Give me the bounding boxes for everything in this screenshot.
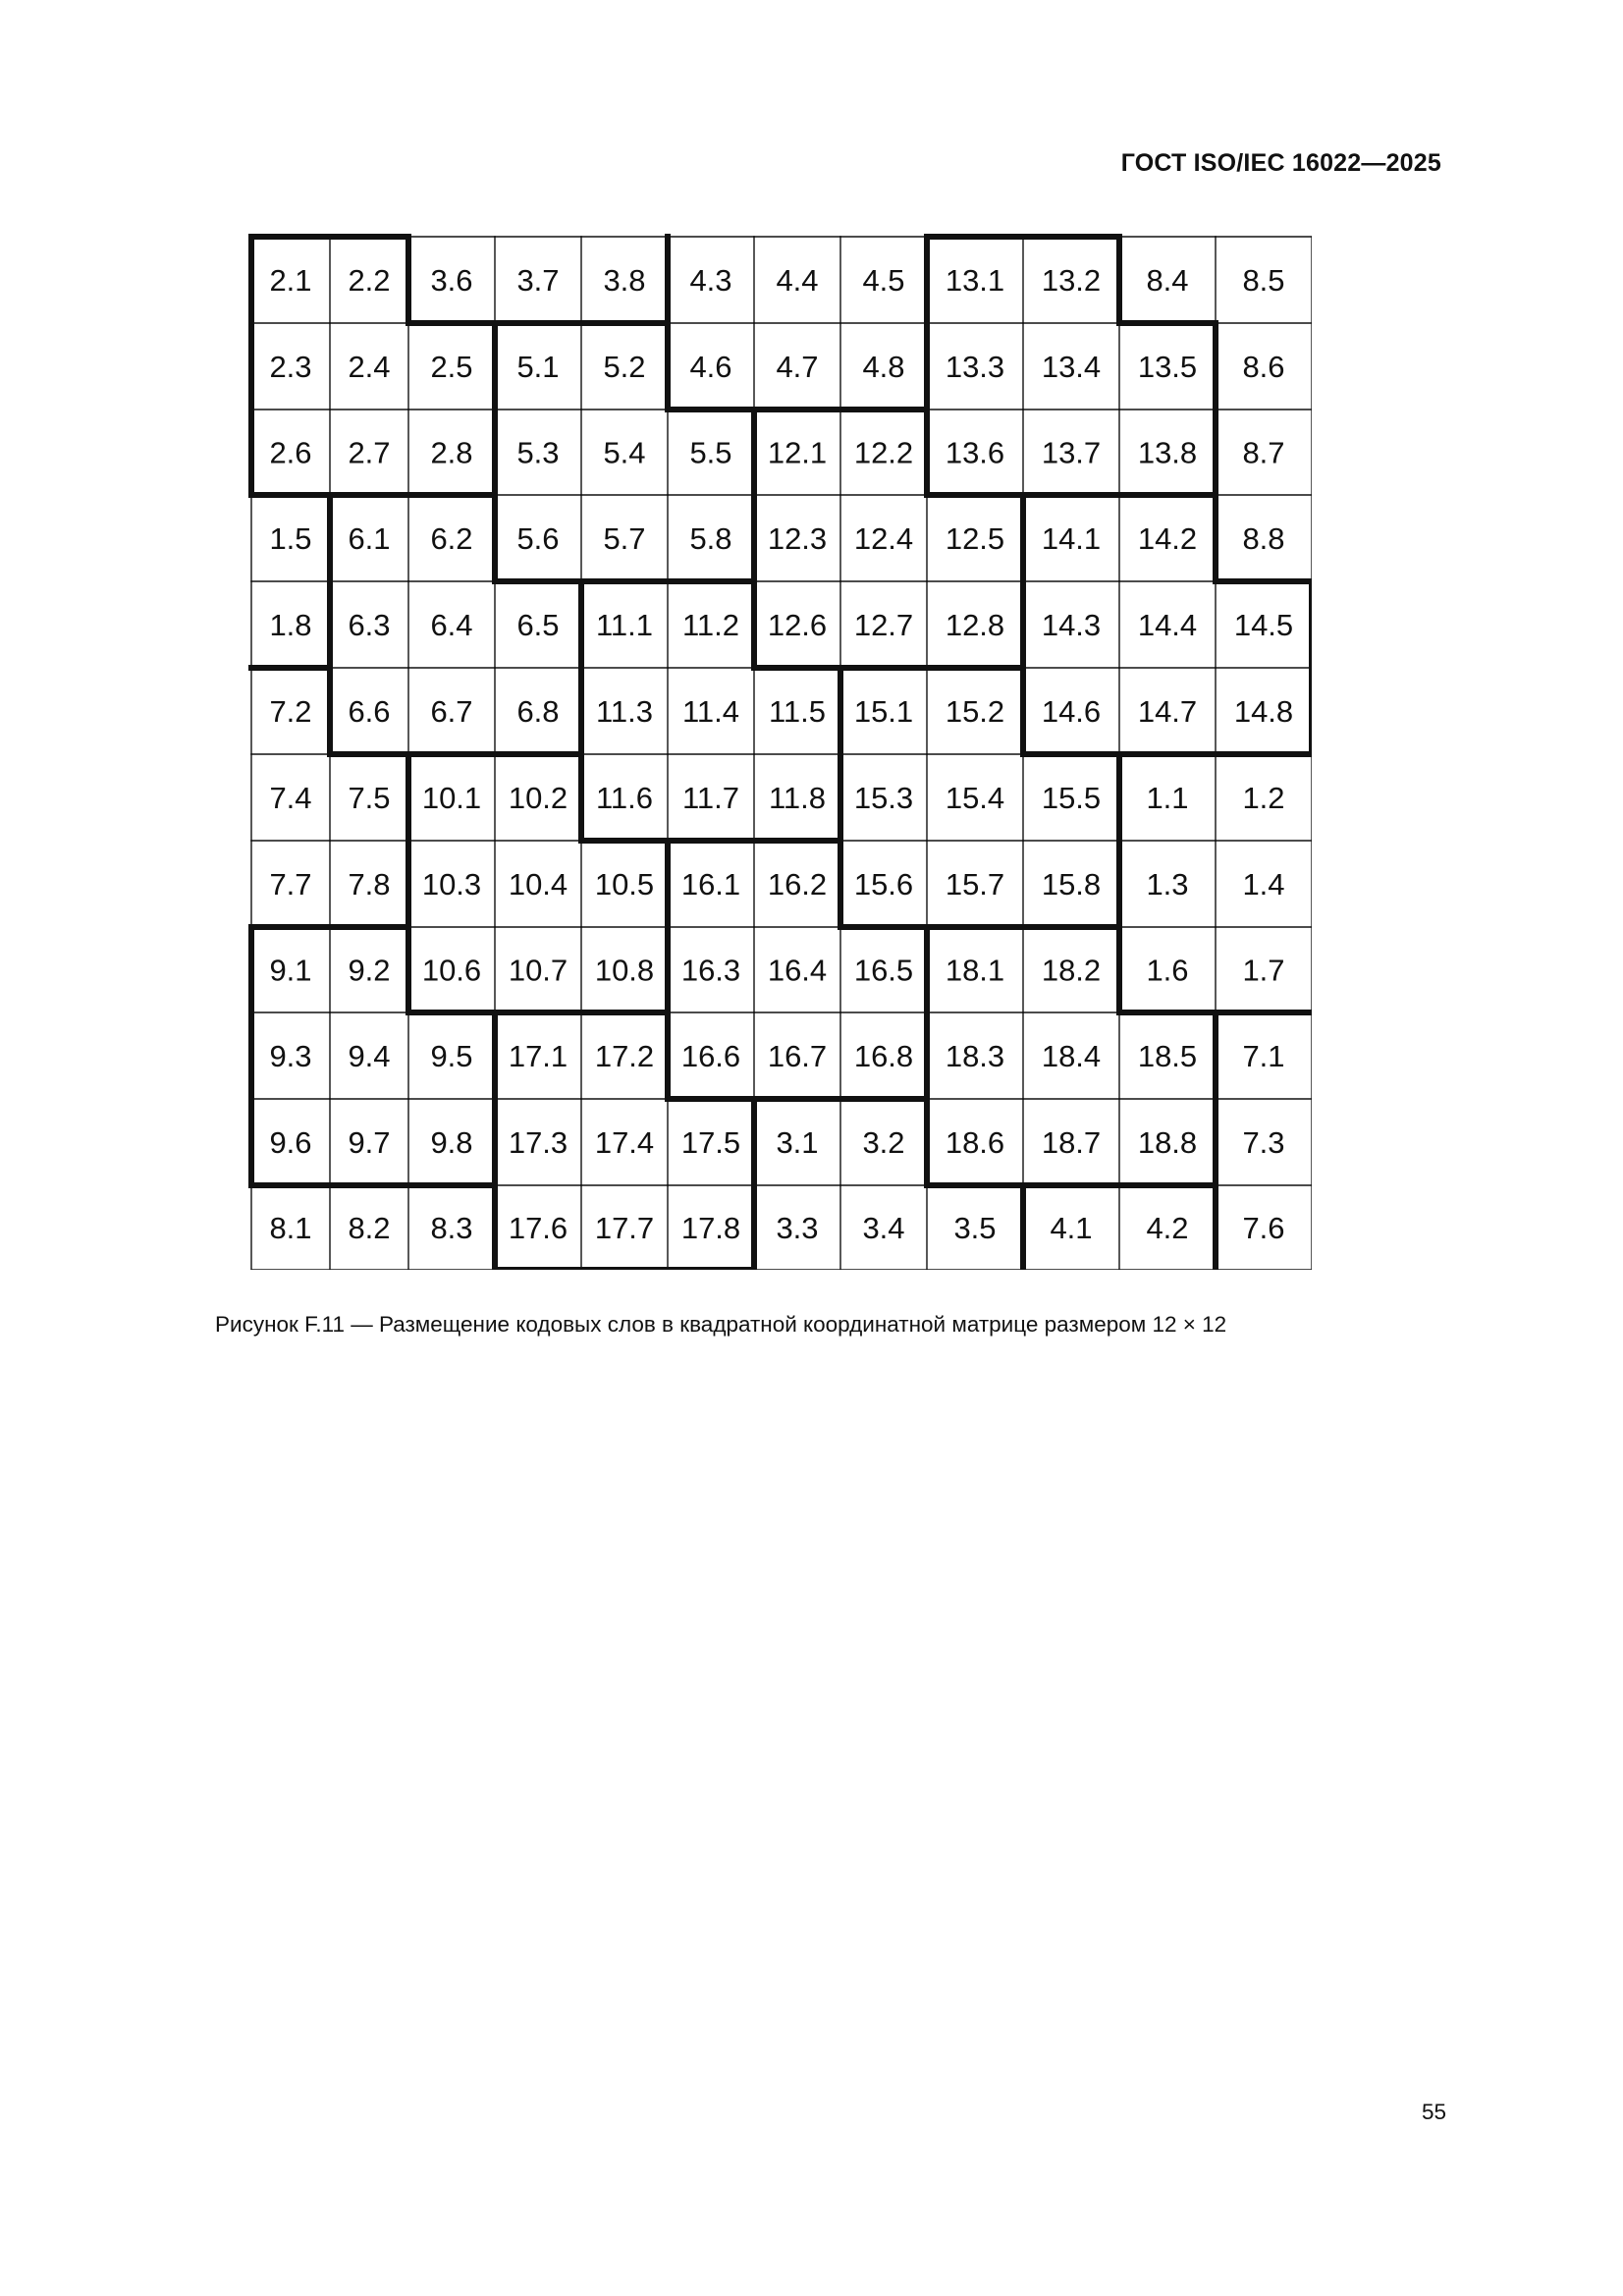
matrix-cell: 1.2 [1242, 781, 1285, 815]
page-number: 55 [1421, 2100, 1446, 2124]
matrix-cell: 18.4 [1041, 1039, 1102, 1073]
matrix-cell: 6.5 [516, 608, 560, 642]
matrix-cell: 3.2 [862, 1125, 905, 1160]
matrix-cell: 2.3 [269, 350, 312, 384]
matrix-cell: 15.6 [853, 867, 914, 902]
matrix-cell: 15.2 [945, 694, 1005, 729]
matrix-cell: 17.5 [680, 1125, 741, 1160]
matrix-cell: 13.1 [945, 263, 1005, 298]
matrix-cell: 18.8 [1137, 1125, 1198, 1160]
matrix-cell: 10.5 [594, 867, 655, 902]
matrix-cell: 7.8 [348, 867, 391, 902]
matrix-cell: 3.5 [953, 1211, 997, 1245]
matrix-cell: 2.6 [269, 435, 312, 470]
matrix-cell: 14.2 [1137, 521, 1198, 556]
matrix-cell: 18.6 [945, 1125, 1005, 1160]
matrix-cell: 4.6 [689, 350, 732, 384]
matrix-cell: 10.6 [421, 953, 482, 988]
matrix-cell: 10.3 [421, 867, 482, 902]
matrix-cell: 8.2 [348, 1211, 391, 1245]
matrix-cell: 7.7 [269, 867, 312, 902]
matrix-cell: 15.7 [945, 867, 1005, 902]
matrix-cell: 6.1 [348, 521, 391, 556]
matrix-cell: 7.6 [1242, 1211, 1285, 1245]
matrix-cell: 7.1 [1242, 1039, 1285, 1073]
matrix-cell: 10.8 [594, 953, 655, 988]
matrix-cell: 7.4 [269, 781, 312, 815]
matrix-cell: 2.2 [348, 263, 391, 298]
matrix-cell: 10.4 [508, 867, 568, 902]
matrix-cell: 6.7 [430, 694, 473, 729]
matrix-cell: 13.4 [1041, 350, 1102, 384]
matrix-cell: 15.5 [1041, 781, 1102, 815]
matrix-cell: 1.6 [1146, 953, 1189, 988]
matrix-cell: 2.5 [430, 350, 473, 384]
matrix-cell: 13.6 [945, 435, 1005, 470]
matrix-cell: 15.3 [853, 781, 914, 815]
matrix-cell: 14.3 [1041, 608, 1102, 642]
matrix-cell: 17.8 [680, 1211, 741, 1245]
matrix-cell: 16.2 [767, 867, 828, 902]
matrix-cell: 8.3 [430, 1211, 473, 1245]
matrix-cell: 4.2 [1146, 1211, 1189, 1245]
matrix-cell: 14.8 [1233, 694, 1294, 729]
matrix-cell: 2.8 [430, 435, 473, 470]
matrix-cell: 2.4 [348, 350, 391, 384]
matrix-cell: 1.4 [1242, 867, 1285, 902]
matrix-cell: 13.2 [1041, 263, 1102, 298]
matrix-cell: 12.3 [767, 521, 828, 556]
matrix-cell: 8.5 [1242, 263, 1285, 298]
matrix-cell: 5.4 [603, 435, 646, 470]
matrix-cell: 1.5 [269, 521, 312, 556]
matrix-cell: 12.4 [853, 521, 914, 556]
matrix-cell: 6.6 [348, 694, 391, 729]
matrix-cell: 3.7 [516, 263, 560, 298]
matrix-cell: 12.2 [853, 435, 914, 470]
matrix-cell: 4.7 [776, 350, 819, 384]
matrix-cell: 14.1 [1041, 521, 1102, 556]
matrix-cell: 17.2 [594, 1039, 655, 1073]
matrix-cell: 4.3 [689, 263, 732, 298]
matrix-cell: 8.4 [1146, 263, 1189, 298]
matrix-cell: 3.4 [862, 1211, 905, 1245]
matrix-cell: 6.8 [516, 694, 560, 729]
matrix-cell: 7.2 [269, 694, 312, 729]
matrix-cell: 1.1 [1146, 781, 1189, 815]
matrix-cell: 14.4 [1137, 608, 1198, 642]
matrix-cell: 2.1 [269, 263, 312, 298]
matrix-cell: 11.1 [595, 608, 654, 642]
matrix-cell: 11.8 [768, 781, 827, 815]
matrix-cell: 14.5 [1233, 608, 1294, 642]
matrix-cell: 16.3 [680, 953, 741, 988]
matrix-cell: 13.5 [1137, 350, 1198, 384]
matrix-cell: 13.3 [945, 350, 1005, 384]
matrix-cell: 18.5 [1137, 1039, 1198, 1073]
matrix-cell: 7.3 [1242, 1125, 1285, 1160]
matrix-cell: 14.6 [1041, 694, 1102, 729]
matrix-cell: 9.3 [269, 1039, 312, 1073]
matrix-cell: 10.7 [508, 953, 568, 988]
matrix-cell: 16.8 [853, 1039, 914, 1073]
matrix-cell: 10.1 [421, 781, 482, 815]
matrix-cell: 17.4 [594, 1125, 655, 1160]
matrix-cell: 1.3 [1146, 867, 1189, 902]
figure-caption: Рисунок F.11 — Размещение кодовых слов в квадратной координатной матрице размером 12 × 12 [215, 1312, 1227, 1337]
matrix-cell: 9.4 [348, 1039, 391, 1073]
matrix-cell: 16.5 [853, 953, 914, 988]
matrix-cell: 11.3 [595, 694, 654, 729]
matrix-cell: 15.8 [1041, 867, 1102, 902]
matrix-cell: 7.5 [348, 781, 391, 815]
matrix-cell: 9.5 [430, 1039, 473, 1073]
matrix-cell: 8.1 [269, 1211, 312, 1245]
matrix-cell: 5.1 [516, 350, 560, 384]
codeword-matrix [248, 234, 1312, 1270]
matrix-cell: 18.7 [1041, 1125, 1102, 1160]
matrix-cell: 13.7 [1041, 435, 1102, 470]
document-header: ГОСТ ISO/IEC 16022—2025 [1120, 149, 1441, 177]
matrix-cell: 12.1 [767, 435, 828, 470]
matrix-cell: 17.1 [508, 1039, 568, 1073]
matrix-cell: 9.1 [269, 953, 312, 988]
matrix-cell: 9.7 [348, 1125, 391, 1160]
matrix-cell: 5.6 [516, 521, 560, 556]
matrix-cell: 1.7 [1242, 953, 1285, 988]
matrix-cell: 13.8 [1137, 435, 1198, 470]
matrix-cell: 5.8 [689, 521, 732, 556]
matrix-cell: 12.6 [767, 608, 828, 642]
matrix-cell: 2.7 [348, 435, 391, 470]
matrix-cell: 4.8 [862, 350, 905, 384]
matrix-cell: 11.7 [681, 781, 740, 815]
matrix-cell: 10.2 [508, 781, 568, 815]
matrix-cell: 6.4 [430, 608, 473, 642]
matrix-cell: 3.3 [776, 1211, 819, 1245]
matrix-cell: 11.4 [681, 694, 740, 729]
matrix-cell: 17.7 [594, 1211, 655, 1245]
matrix-cell: 5.2 [603, 350, 646, 384]
matrix-cell: 16.4 [767, 953, 828, 988]
matrix-cell: 6.2 [430, 521, 473, 556]
matrix-cell: 16.1 [680, 867, 741, 902]
matrix-cell: 1.8 [269, 608, 312, 642]
matrix-cell: 5.3 [516, 435, 560, 470]
matrix-cell: 11.2 [681, 608, 740, 642]
matrix-cell: 15.1 [853, 694, 914, 729]
matrix-cell: 3.8 [603, 263, 646, 298]
matrix-cell: 18.3 [945, 1039, 1005, 1073]
matrix-cell: 12.7 [853, 608, 914, 642]
matrix-cell: 5.5 [689, 435, 732, 470]
matrix-cell: 3.6 [430, 263, 473, 298]
matrix-cell: 9.2 [348, 953, 391, 988]
matrix-cell: 18.1 [945, 953, 1005, 988]
matrix-cell: 8.6 [1242, 350, 1285, 384]
matrix-cell: 8.8 [1242, 521, 1285, 556]
matrix-cell: 9.6 [269, 1125, 312, 1160]
matrix-cell: 17.3 [508, 1125, 568, 1160]
matrix-cell: 4.1 [1050, 1211, 1093, 1245]
matrix-cell: 14.7 [1137, 694, 1198, 729]
matrix-cell: 17.6 [508, 1211, 568, 1245]
matrix-cell: 16.7 [767, 1039, 828, 1073]
matrix-cell: 8.7 [1242, 435, 1285, 470]
matrix-cell: 16.6 [680, 1039, 741, 1073]
matrix-cell: 4.4 [776, 263, 819, 298]
matrix-cell: 5.7 [603, 521, 646, 556]
matrix-cell: 9.8 [430, 1125, 473, 1160]
matrix-cell: 3.1 [776, 1125, 819, 1160]
matrix-cell: 15.4 [945, 781, 1005, 815]
matrix-cell: 11.6 [595, 781, 654, 815]
matrix-cell: 6.3 [348, 608, 391, 642]
matrix-cell: 12.5 [945, 521, 1005, 556]
matrix-cell: 11.5 [768, 694, 827, 729]
matrix-cell: 12.8 [945, 608, 1005, 642]
matrix-cell: 18.2 [1041, 953, 1102, 988]
matrix-cell: 4.5 [862, 263, 905, 298]
